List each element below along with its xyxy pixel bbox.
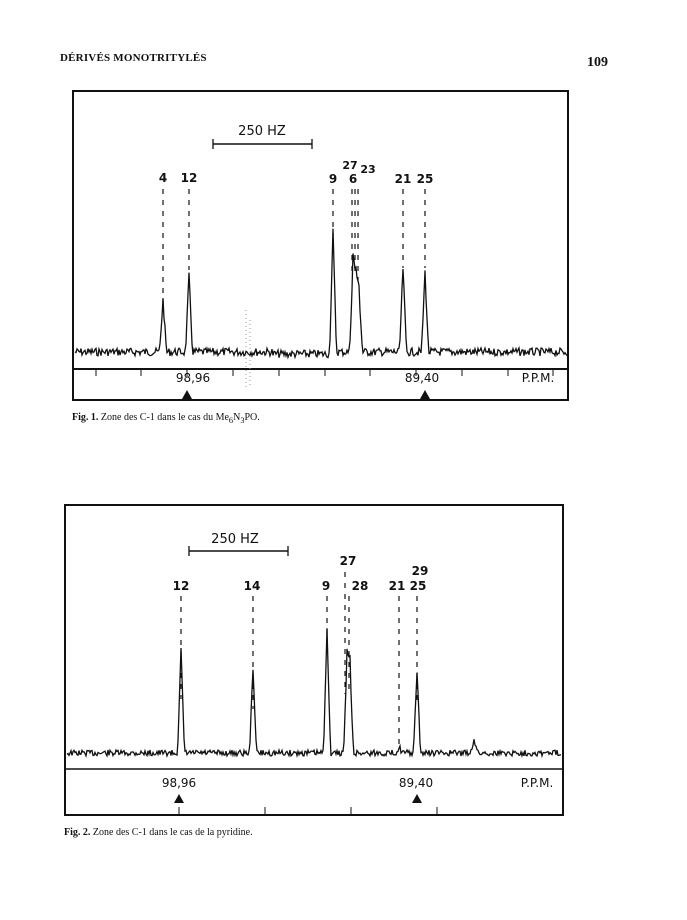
figure-1-caption-text: Zone des C-1 dans le cas du Me [98, 412, 229, 423]
fig2-peak-label-14: 14 [243, 579, 261, 593]
figure-2-marker-left [174, 794, 184, 803]
figure-1-spectrum-trace [75, 229, 567, 358]
figure-1-caption [72, 412, 260, 425]
figure-1-spectrum [72, 90, 569, 401]
fig1-peak-label-6: 6 [348, 172, 358, 186]
figure-1-svg [72, 90, 569, 401]
figure-1-artifact [246, 310, 250, 390]
fig2-peak-label-29: 29 [411, 564, 429, 578]
figure-1-scale-label: 250 HZ [238, 124, 286, 139]
fig2-peak-label-12: 12 [172, 579, 190, 593]
figure-2-marker-right [412, 794, 422, 803]
fig2-peak-label-28: 28 [351, 579, 369, 593]
figure-1-axis-ticks [96, 369, 553, 376]
figure-2-caption-number: Fig. 2. [64, 827, 91, 838]
figure-2-axis-unit: P.P.M. [520, 776, 554, 790]
figure-1-axis-unit: P.P.M. [521, 371, 555, 385]
fig1-peak-label-9: 9 [328, 172, 338, 186]
figure-1-scale-bar [213, 139, 312, 149]
figure-1-caption-number: Fig. 1. [72, 412, 99, 423]
figure-1-caption-n: N [233, 412, 241, 423]
fig1-peak-label-4: 4 [158, 171, 168, 185]
fig2-peak-label-21: 21 [388, 579, 406, 593]
fig2-peak-label-9: 9 [321, 579, 331, 593]
figure-1-axis-left-value: 98,96 [175, 371, 211, 385]
figure-2-axis-ticks [179, 807, 437, 814]
figure-1-caption-po: PO. [244, 412, 260, 423]
fig1-peak-label-12: 12 [180, 171, 198, 185]
running-head: DÉRIVÉS MONOTRITYLÉS [60, 52, 207, 64]
figure-1-caption-sub-3: 3 [240, 416, 245, 425]
figure-2-scale-label: 250 HZ [211, 532, 259, 547]
figure-1-marker-right [420, 390, 430, 399]
figure-1-marker-left [182, 390, 192, 399]
fig1-peak-label-23: 23 [360, 163, 376, 176]
fig1-peak-label-21: 21 [394, 172, 412, 186]
figure-2-caption-text: Zone des C-1 dans le cas de la pyridine. [90, 827, 253, 838]
figure-1-peak-guides [163, 189, 425, 305]
figure-1-axis-right-value: 89,40 [404, 371, 440, 385]
figure-1-caption-sub-6: 6 [228, 416, 234, 425]
figure-2-peak-guides [181, 572, 417, 744]
figure-2-caption [64, 827, 253, 838]
page-number: 109 [587, 55, 608, 70]
fig2-peak-label-25: 25 [409, 579, 427, 593]
figure-2-scale-bar [189, 546, 288, 556]
figure-2-axis-right-value: 89,40 [398, 776, 434, 790]
figure-2-svg [64, 504, 564, 816]
figure-2-spectrum-trace [67, 628, 561, 756]
figure-2-axis-left-value: 98,96 [161, 776, 197, 790]
fig1-peak-label-25: 25 [416, 172, 434, 186]
figure-2-spectrum [64, 504, 564, 816]
fig2-peak-label-27: 27 [339, 554, 357, 568]
fig1-peak-label-27: 27 [342, 159, 358, 172]
